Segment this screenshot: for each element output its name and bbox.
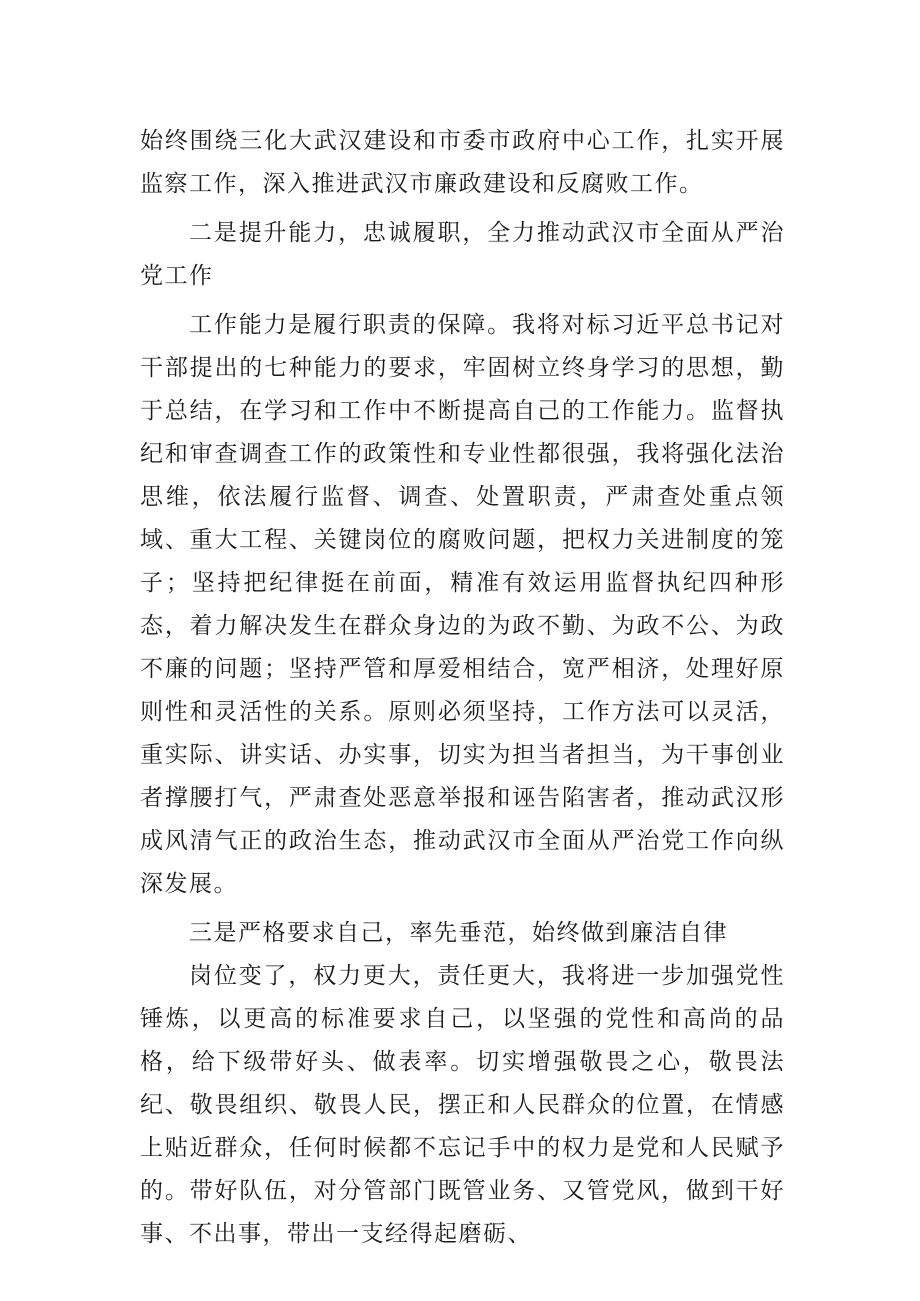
paragraph-work-ability: 工作能力是履行职责的保障。我将对标习近平总书记对干部提出的七种能力的要求，牢固树立终身学习的思想，勤于总结，在学习和工作中不断提高自己的工作能力。监督执纪和审查调查工作的政策性和专业性都很强，我将强化法治思维，依法履行监督、调查、处置职责，严肃查处重点领域、重大工程、关键岗位的腐败问题，把权力关进制度的笼子；坚持把纪律挺在前面，精准有效运用监督执纪四种形态，着力解决发生在群众身边的为政不勤、为政不公、为政不廉的问题；坚持严管和厚爱相结合，宽严相济，处理好原则性和灵活性的关系。原则必须坚持，工作方法可以灵活，重实际、讲实话、办实事，切实为担当者担当，为干事创业者撑腰打气，严肃查处恶意举报和诬告陷害者，推动武汉形成风清气正的政治生态，推动武汉市全面从严治党工作向纵深发展。: [140, 312, 785, 897]
document-body: [140, 120, 785, 1256]
section-heading-three: 三是严格要求自己，率先垂范，始终做到廉洁自律: [189, 920, 728, 946]
paragraph-continuation: 始终围绕三化大武汉建设和市委市政府中心工作，扎实开展监察工作，深入推进武汉市廉政建设和反腐败工作。: [140, 128, 785, 197]
section-heading-two: 二是提升能力，忠诚履职，全力推动武汉市全面从严治党工作: [140, 220, 785, 289]
paragraph-self-discipline: 岗位变了，权力更大，责任更大，我将进一步加强党性锤炼，以更高的标准要求自己，以坚强的党性和高尚的品格，给下级带好头、做表率。切实增强敬畏之心，敬畏法纪、敬畏组织、敬畏人民，摆正和人民群众的位置，在情感上贴近群众，任何时候都不忘记手中的权力是党和人民赋予的。带好队伍，对分管部门既管业务、又管党风，做到干好事、不出事，带出一支经得起磨砺、: [140, 963, 785, 1247]
